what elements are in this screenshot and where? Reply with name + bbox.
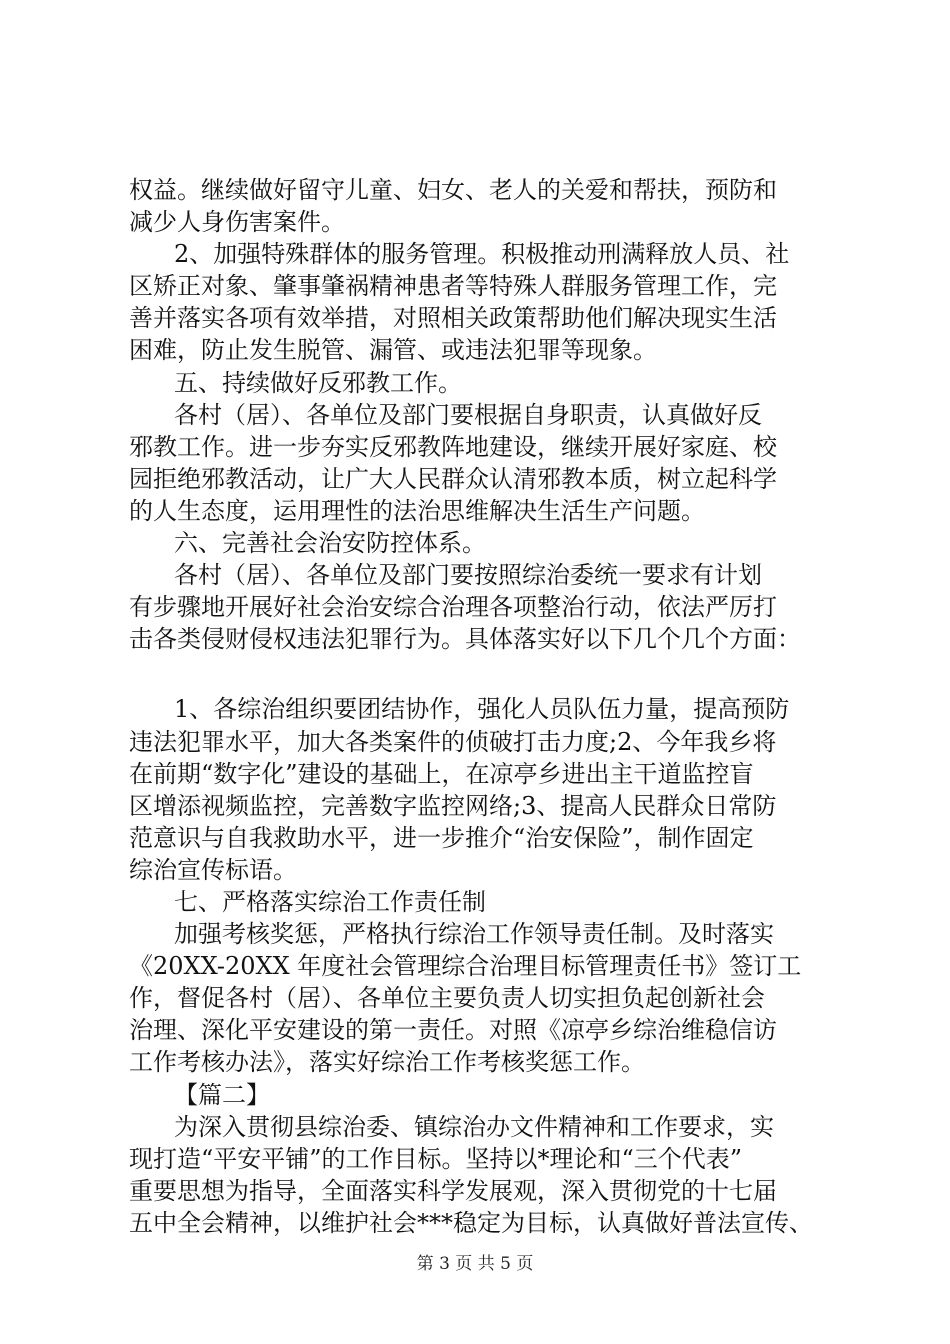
page-footer: 第 3 页 共 5 页 xyxy=(416,1254,534,1274)
text-line: 综治宣传标语。 xyxy=(129,855,297,884)
text-line: 权益。继续做好留守儿童、妇女、老人的关爱和帮扶，预防和 xyxy=(129,176,777,204)
text-line: 各村（居）、各单位及部门要根据自身职责，认真做好反 xyxy=(174,400,762,429)
text-line: 有步骤地开展好社会治安综合治理各项整治行动，依法严厉打 xyxy=(129,593,777,622)
text-line: 违法犯罪水平，加大各类案件的侦破打击力度;2、今年我乡将 xyxy=(129,727,777,756)
text-line: 善并落实各项有效举措，对照相关政策帮助他们解决现实生活 xyxy=(129,304,777,333)
text-line: 【篇二】 xyxy=(174,1080,270,1109)
text-line: 区增添视频监控，完善数字监控网络;3、提高人民群众日常防 xyxy=(129,791,777,820)
text-line: 在前期“数字化”建设的基础上，在凉亭乡进出主干道监控盲 xyxy=(129,759,754,788)
text-line: 邪教工作。进一步夯实反邪教阵地建设，继续开展好家庭、校 xyxy=(129,432,777,461)
text-line: 各村（居）、各单位及部门要按照综治委统一要求有计划 xyxy=(174,561,762,590)
text-line: 为深入贯彻县综治委、镇综治办文件精神和工作要求，实 xyxy=(174,1112,774,1141)
text-line: 六、完善社会治安防控体系。 xyxy=(174,529,486,558)
text-line: 区矫正对象、肇事肇祸精神患者等特殊人群服务管理工作，完 xyxy=(129,272,777,301)
document-body xyxy=(129,174,829,1239)
text-line xyxy=(129,661,829,693)
text-line: 五、持续做好反邪教工作。 xyxy=(174,368,462,397)
text-line: 击各类侵财侵权违法犯罪行为。具体落实好以下几个几个方面： xyxy=(129,625,801,654)
text-line: 现打造“平安平铺”的工作目标。坚持以*理论和“三个代表” xyxy=(129,1144,743,1173)
text-line: 《20XX-20XX 年度社会管理综合治理目标管理责任书》签订工 xyxy=(129,952,802,981)
text-line: 重要思想为指导，全面落实科学发展观，深入贯彻党的十七届 xyxy=(129,1176,777,1205)
text-line: 范意识与自我救助水平，进一步推介“治安保险”，制作固定 xyxy=(129,823,754,852)
text-line: 2、加强特殊群体的服务管理。积极推动刑满释放人员、社 xyxy=(174,240,790,269)
text-line: 治理、深化平安建设的第一责任。对照《凉亭乡综治维稳信访 xyxy=(129,1016,777,1045)
text-line: 的人生态度，运用理性的法治思维解决生活生产问题。 xyxy=(129,496,705,525)
text-line: 加强考核奖惩，严格执行综治工作领导责任制。及时落实 xyxy=(174,920,774,949)
text-line: 困难，防止发生脱管、漏管、或违法犯罪等现象。 xyxy=(129,336,657,365)
text-line: 园拒绝邪教活动，让广大人民群众认清邪教本质，树立起科学 xyxy=(129,464,777,493)
text-line: 七、严格落实综治工作责任制 xyxy=(174,887,486,916)
text-line: 工作考核办法》，落实好综治工作考核奖惩工作。 xyxy=(129,1048,645,1077)
text-line: 减少人身伤害案件。 xyxy=(129,208,345,237)
text-line: 1、各综治组织要团结协作，强化人员队伍力量，提高预防 xyxy=(174,695,790,724)
text-line: 五中全会精神，以维护社会***稳定为目标，认真做好普法宣传、 xyxy=(129,1208,813,1237)
text-line: 作，督促各村（居）、各单位主要负责人切实担负起创新社会 xyxy=(129,984,765,1013)
